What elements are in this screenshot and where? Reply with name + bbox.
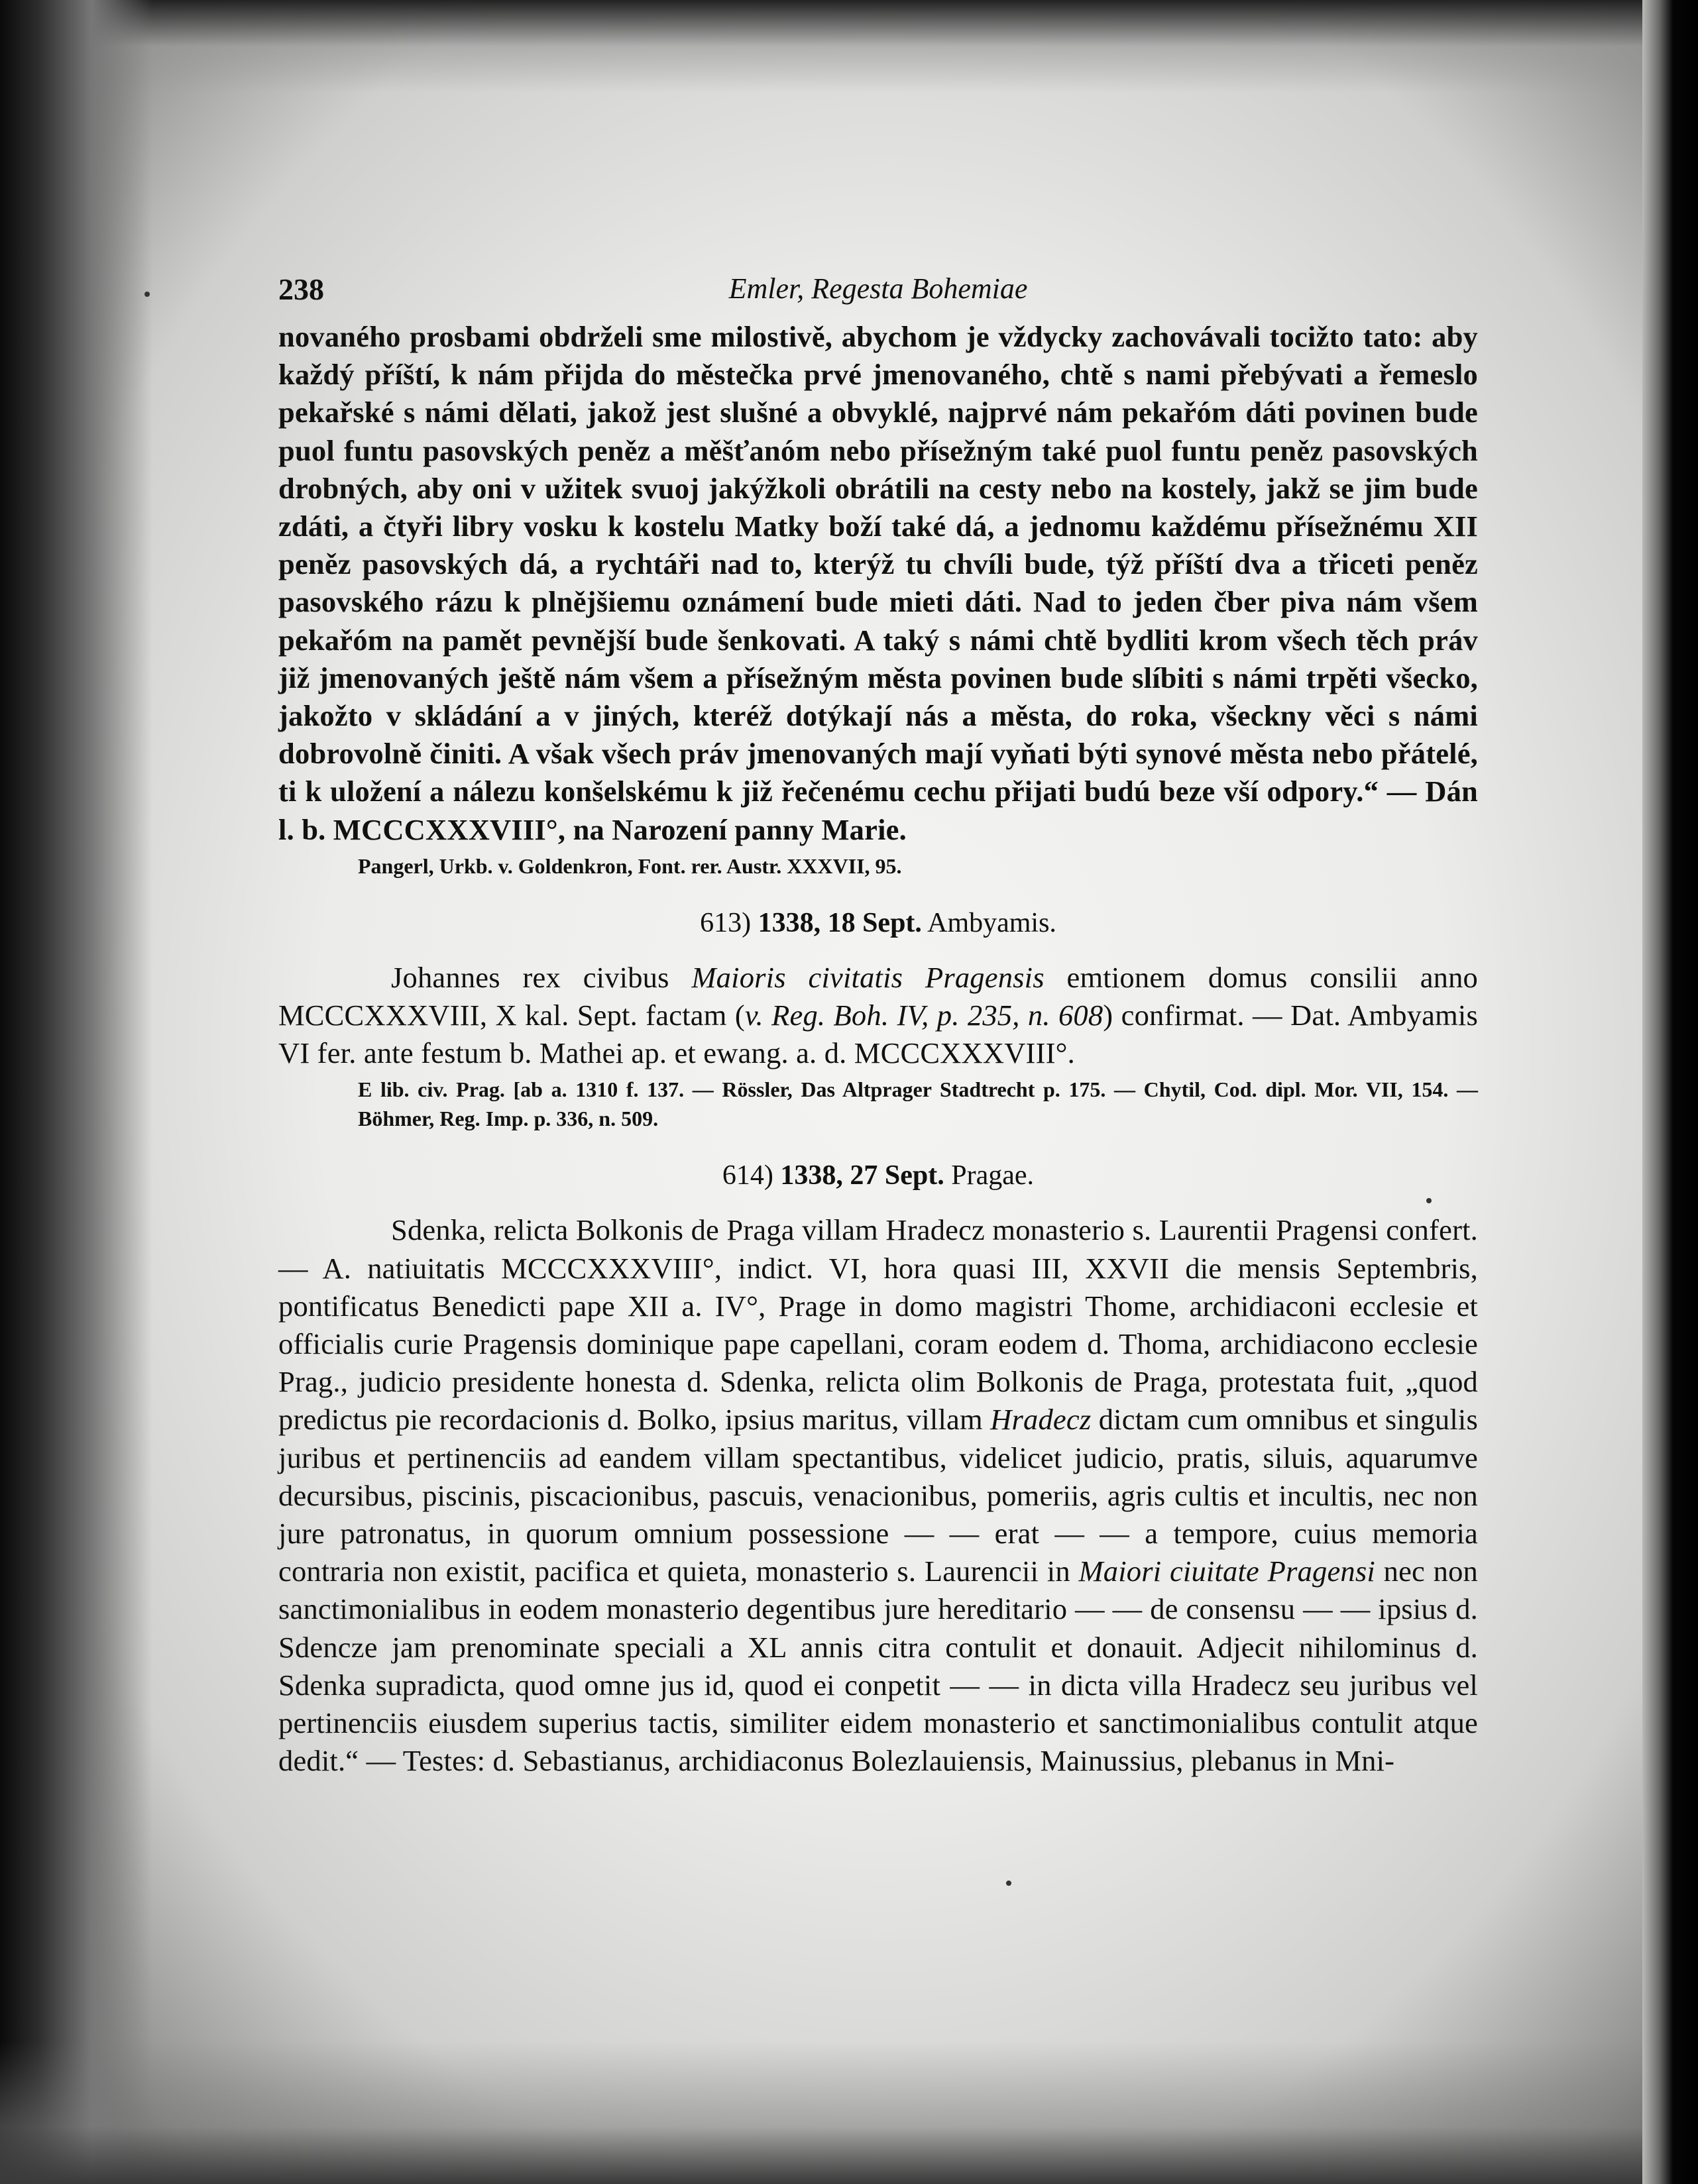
entry-613-italic-2: v. Reg. Boh. IV, p. 235, n. 608 xyxy=(744,999,1104,1032)
entry-614-text-a: Sdenka, relicta Bolkonis de Praga villam Hradecz monasterio s. Laurentii Pragensi confert. — A. natiuitatis MCCCXXXVIII°, indict. VI, hora quasi III, XXVII die mensis Septembris, pontificatus Benedicti pape XII a. IV°, Prage in domo magistri Thome, archidiaconi ecclesie et officialis curie Pragensis dominique pape capellani, coram eodem d. Thoma, archidiacono ecclesie Prag., judicio presidente honesta d. Sdenka, relicta olim Bolkonis de Praga, protestata fuit, „quod predictus pie recordacionis d. Bolko, ipsius maritus, villam xyxy=(278,1213,1478,1437)
running-title: Emler, Regesta Bohemiae xyxy=(728,272,1028,305)
entry-614-place: Pragae. xyxy=(951,1160,1035,1191)
entry-614-date: 1338, 27 Sept. xyxy=(780,1160,944,1191)
book-page xyxy=(278,265,1478,1780)
continuation-paragraph: novaného prosbami obdrželi sme milostivě, abychom je vždycky zachovávali tocižto tato: aby každý příští, k nám přijda do městečka prvé jmenovaného, chtě s nami přebývati a řemeslo pekařské s námi dělati, jakož jest slušné a obvyklé, najprvé nám pekařóm dáti povinen bude puol funtu pasovských peněz a měšťanóm nebo přísežným také puol funtu peněz pasovských drobných, aby oni v užitek svuoj jakýžkoli obrátili na cesty nebo na kostely, jakž se jim bude zdáti, a čtyři libry vosku k kostelu Matky boží také dá, a jednomu každému přísežnému XII peněz pasovských dá, a rychtáři nad to, kterýž tu chvíli bude, týž příští dva a třiceti peněz pasovského rázu k plnějšiemu oznámení bude mieti dáti. Nad to jeden čber piva nám všem pekařóm na pamět pevnější bude šenkovati. A taký s námi chtě bydliti krom všech těch práv již jmenovaných ještě nám všem a přísežným města povinen bude slíbiti s námi trpěti všecko, jakožto v skládání a v jiných, kteréž dotýkají nás a města, do roka, všeckny věci s námi dobrovolně činiti. A však všech práv jmenovaných mají vyňati býti synové města nebo přátelé, ti k uložení a nálezu konšelskému k již řečenému cechu přijati budú beze vší odpory.“ — Dán l. b. MCCCXXXVIII°, na Narození panny Marie. xyxy=(278,320,1478,846)
speck xyxy=(144,292,150,297)
top-edge-shadow xyxy=(0,0,1698,93)
entry-613-number: 613) xyxy=(700,907,752,938)
entry-613-text xyxy=(278,959,1478,1073)
entry-614-text xyxy=(278,1211,1478,1780)
entry-614-italic-1: Hradecz xyxy=(990,1403,1092,1437)
entry-613-italic-1: Maioris civitatis Pragensis xyxy=(691,960,1045,994)
entry-613-text-a: Johannes rex civibus xyxy=(391,960,692,994)
left-edge-shadow xyxy=(0,0,152,2184)
continuation-source: Pangerl, Urkb. v. Goldenkron, Font. rer. Austr. XXXVII, 95. xyxy=(358,853,902,878)
entry-614-text-b: dictam cum omnibus et singulis juribus et pertinenciis ad eandem villam spectantibus, videlicet judicio, pratis, siluis, aquarumve decursibus, piscinis, piscacionibus, pascuis, venacionibus, pomeriis, agris cultis et incultis, nec non jure patronatus, in quorum omnium possessione — — erat — — a tempore, cuius memoria contraria non existit, pacifica et quieta, monasterio s. Laurencii in xyxy=(278,1403,1478,1588)
right-edge-binding xyxy=(1642,0,1698,2184)
entry-614-italic-2: Maiori ciuitate Pragensi xyxy=(1078,1555,1375,1588)
entry-613-text-b: emtionem domus consilii anno MCCCXXXVIII, X kal. Sept. factam ( xyxy=(278,960,1478,1032)
entry-613-place: Ambyamis. xyxy=(927,907,1056,938)
page-header xyxy=(278,265,1478,318)
entry-614-number: 614) xyxy=(722,1160,773,1191)
entry-613-text-c: ) confirmat. — Dat. Ambyamis VI fer. ante festum b. Mathei ap. et ewang. a. d. MCCCXXXVIII°. xyxy=(278,999,1478,1070)
entry-614-heading xyxy=(278,1160,1478,1191)
speck xyxy=(1006,1881,1011,1886)
entry-613-heading xyxy=(278,907,1478,939)
page-number: 238 xyxy=(278,272,324,306)
entry-614-text-c: nec non sanctimonialibus in eodem monasterio degentibus jure hereditario — — de consensu — — ipsius d. Sdencze jam prenominate speciali a XL annis citra contulit et donauit. Adjecit nihilominus d. Sdenka supradicta, quod omne jus id, quod ei conpetit — — in dicta villa Hradecz seu juribus vel pertinenciis eiusdem superius tactis, similiter eidem monasterio et sanctimonialibus contulit atque dedit.“ — Testes: d. Sebastianus, archidiaconus Bolezlauiensis, Mainussius, plebanus in Mni- xyxy=(278,1555,1478,1778)
entry-613-date: 1338, 18 Sept. xyxy=(758,907,922,938)
bottom-edge-shadow xyxy=(0,2041,1698,2184)
entry-613-source: E lib. civ. Prag. [ab a. 1310 f. 137. — Rössler, Das Altprager Stadtrecht p. 175. — Chytil, Cod. dipl. Mor. VII, 154. — Böhmer, Reg. Imp. p. 336, n. 509. xyxy=(358,1077,1478,1131)
